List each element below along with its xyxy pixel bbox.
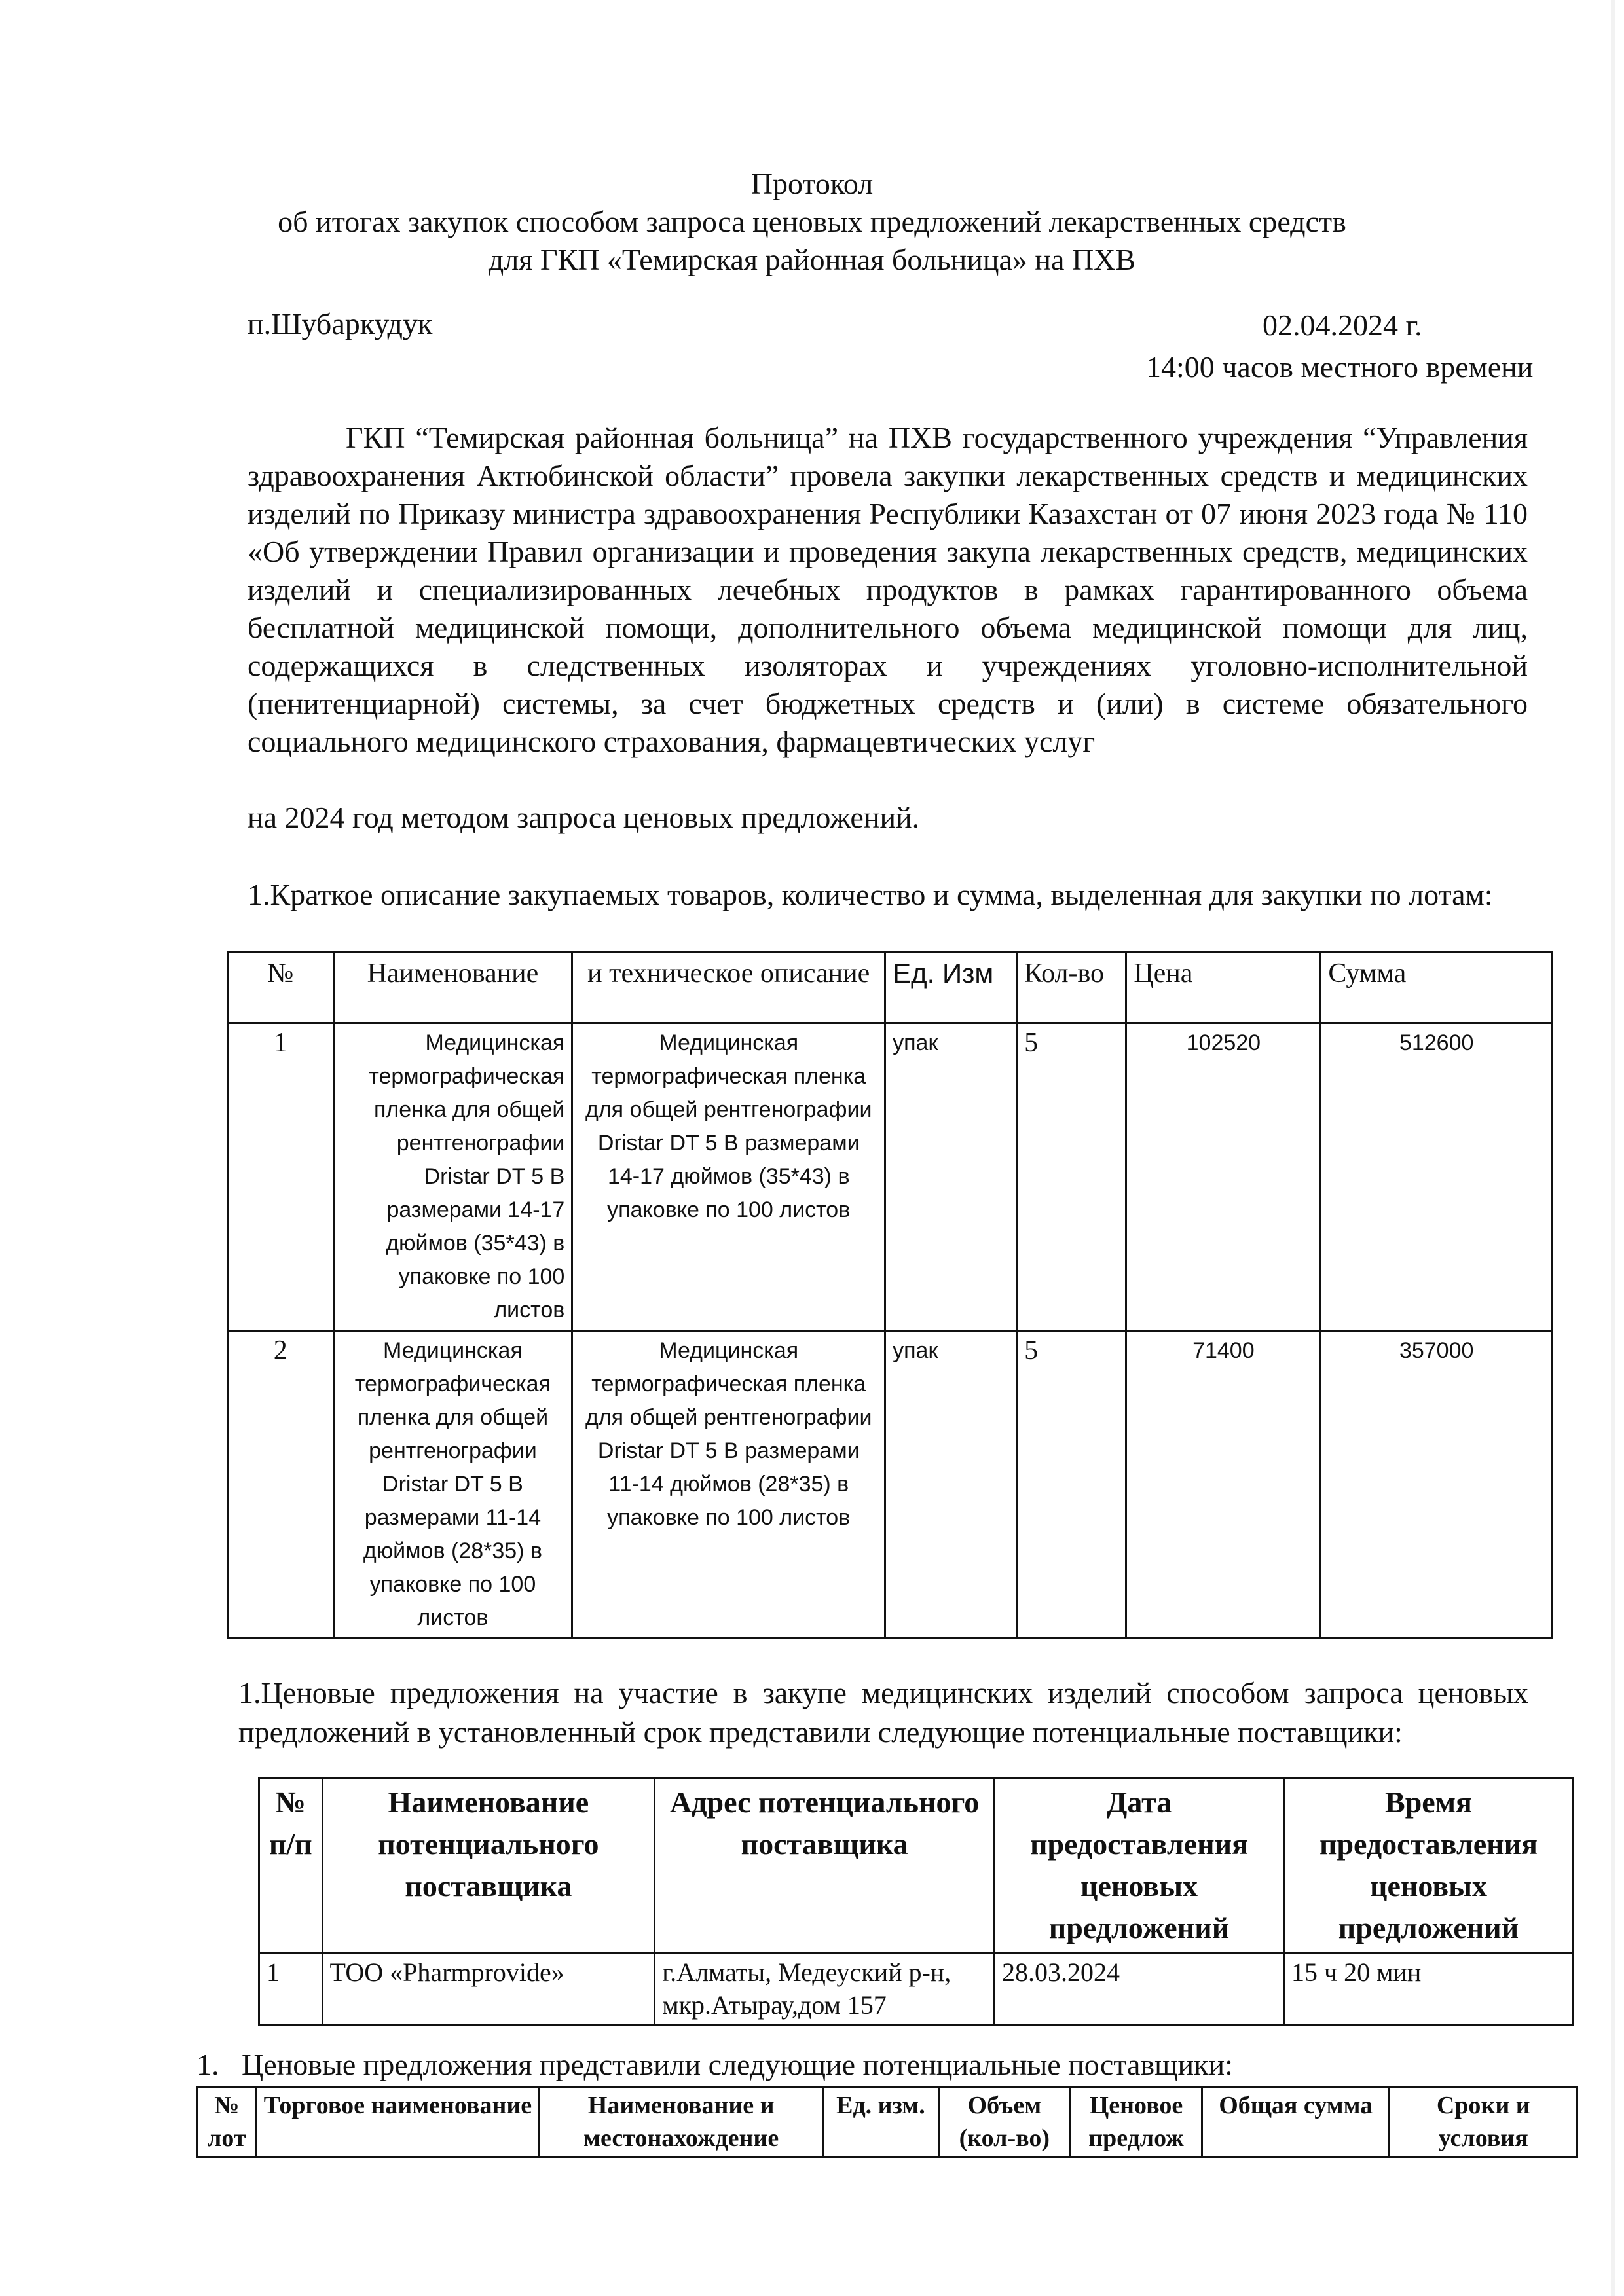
col-header-volume: Объем (кол-во)	[938, 2087, 1070, 2157]
col-header-unit: Ед. изм.	[823, 2087, 939, 2157]
cell-qty: 5	[1017, 1331, 1126, 1639]
document-subtitle-line2: для ГКП «Темирская районная больница» на ПХВ	[488, 243, 1136, 276]
lots-table	[227, 951, 1553, 1639]
col-header-unit: Ед. Изм	[885, 952, 1017, 1023]
section1-heading: 1.Краткое описание закупаемых товаров, количество и сумма, выделенная для закупки по лотам:	[248, 878, 1493, 911]
intro-paragraph-end: на 2024 год методом запроса ценовых предложений.	[248, 801, 920, 834]
section3-heading: 1. Ценовые предложения представили следующие потенциальные поставщики:	[196, 2048, 1233, 2081]
intro-paragraph: ГКП “Темирская районная больница” на ПХВ государственного учреждения “Управления здравоохранения Актюбинской области” провела закупки лекарственных средств и медицинских изделий по Приказу министра здравоохранения Республики Казахстан от 07 июня 2023 года № 110 «Об утверждении Правил организации и проведения закупа лекарственных средств, медицинских изделий и специализированных лечебных продуктов в рамках гарантированного объема бесплатной медицинской помощи, дополнительного объема медицинской помощи для лиц, содержащихся в следственных изоляторах и учреждениях уголовно-исполнительной (пенитенциарной) системы, за счет бюджетных средств и (или) в системе обязательного социального медицинского страхования, фармацевтических услуг	[248, 421, 1528, 758]
table-header-row	[259, 1778, 1574, 1953]
cell-name: Медицинская термографическая пленка для общей рентгенографии Dristar DT 5 B размерами 11-14 дюймов (28*35) в упаковке по 100 листов	[333, 1331, 572, 1639]
cell-submission-date: 28.03.2024	[995, 1953, 1284, 2026]
col-header-supplier-address: Адрес потенциального поставщика	[655, 1778, 995, 1953]
document-place: п.Шубаркудук	[248, 307, 433, 340]
cell-description: Медицинская термографическая пленка для общей рентгенографии Dristar DT 5 B размерами 14-17 дюймов (35*43) в упаковке по 100 листов	[572, 1023, 885, 1331]
col-header-terms: Сроки и условия	[1390, 2087, 1578, 2157]
table-row	[259, 1953, 1574, 2026]
cell-sum: 512600	[1321, 1023, 1553, 1331]
cell-sum: 357000	[1321, 1331, 1553, 1639]
col-header-price-offer: Ценовое предлож	[1070, 2087, 1202, 2157]
col-header-no: №	[228, 952, 334, 1023]
col-header-no: № п/п	[259, 1778, 323, 1953]
cell-name: Медицинская термографическая пленка для общей рентгенографии Dristar DT 5 B размерами 14-17 дюймов (35*43) в упаковке по 100 листов	[333, 1023, 572, 1331]
col-header-lot-no: № лот	[198, 2087, 257, 2157]
col-header-total-sum: Общая сумма	[1202, 2087, 1390, 2157]
cell-qty: 5	[1017, 1023, 1126, 1331]
col-header-description: и техническое описание	[572, 952, 885, 1023]
table-header-row	[228, 952, 1553, 1023]
document-time: 14:00 часов местного времени	[1146, 350, 1534, 384]
table-header-row	[198, 2087, 1578, 2157]
scan-artifact	[1611, 0, 1615, 2296]
document-title: Протокол	[750, 167, 874, 200]
cell-description: Медицинская термографическая пленка для общей рентгенографии Dristar DT 5 B размерами 11-14 дюймов (28*35) в упаковке по 100 листов	[572, 1331, 885, 1639]
col-header-price: Цена	[1126, 952, 1321, 1023]
cell-supplier-address: г.Алматы, Медеуский р-н, мкр.Атырау,дом 157	[655, 1953, 995, 2026]
col-header-supplier-name: Наименование потенциального поставщика	[322, 1778, 655, 1953]
table-row	[228, 1023, 1553, 1331]
col-header-name-location: Наименование и местонахождение	[540, 2087, 823, 2157]
table-row	[228, 1331, 1553, 1639]
col-header-name: Наименование	[333, 952, 572, 1023]
cell-unit: упак	[885, 1331, 1017, 1639]
col-header-qty: Кол-во	[1017, 952, 1126, 1023]
cell-no: 1	[259, 1953, 323, 2026]
cell-submission-time: 15 ч 20 мин	[1283, 1953, 1573, 2026]
suppliers-table	[258, 1777, 1574, 2026]
cell-supplier-name: ТОО «Pharmprovide»	[322, 1953, 655, 2026]
cell-no: 1	[228, 1023, 334, 1331]
col-header-sum: Сумма	[1321, 952, 1553, 1023]
document-date: 02.04.2024 г.	[1263, 308, 1422, 342]
cell-unit: упак	[885, 1023, 1017, 1331]
cell-no: 2	[228, 1331, 334, 1639]
document-subtitle-line1: об итогах закупок способом запроса ценовых предложений лекарственных средств	[278, 205, 1346, 238]
cell-price: 71400	[1126, 1331, 1321, 1639]
offers-table	[196, 2086, 1578, 2158]
cell-price: 102520	[1126, 1023, 1321, 1331]
col-header-submission-date: Дата предоставления ценовых предложений	[995, 1778, 1284, 1953]
col-header-submission-time: Время предоставления ценовых предложений	[1283, 1778, 1573, 1953]
col-header-trade-name: Торговое наименование	[256, 2087, 540, 2157]
section2-heading: 1.Ценовые предложения на участие в закупе медицинских изделий способом запроса ценовых предложений в установленный срок представили следующие потенциальные поставщики:	[238, 1676, 1528, 1749]
